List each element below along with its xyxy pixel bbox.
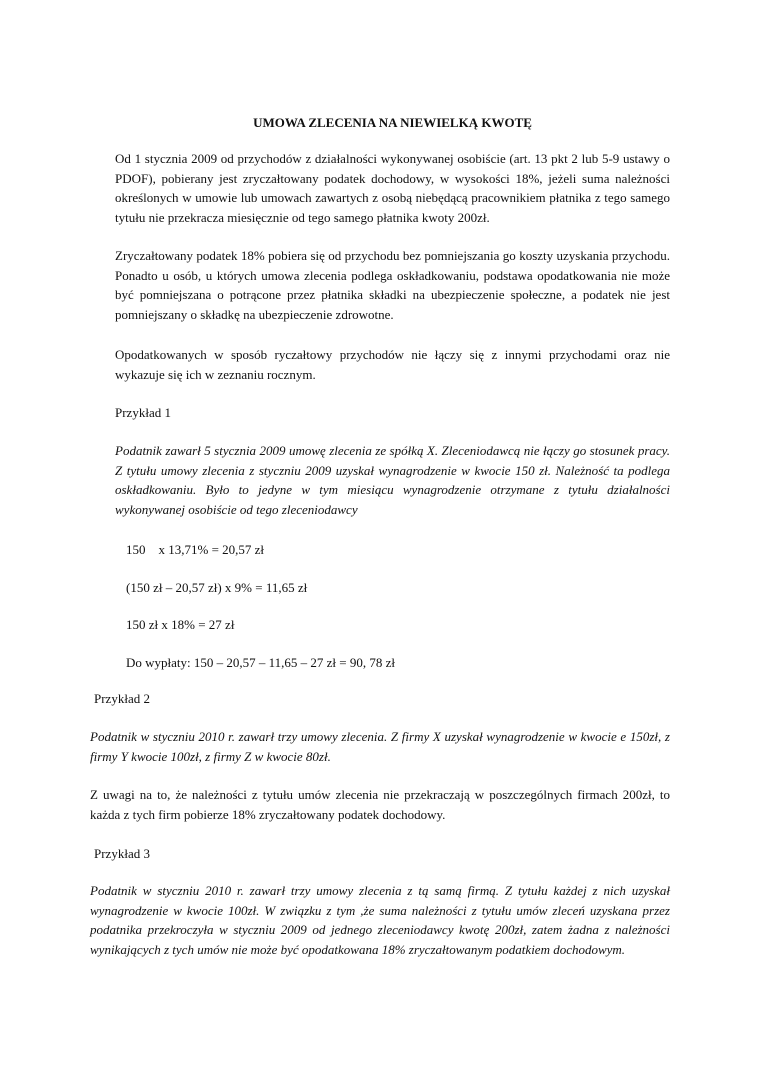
calc-line-2: (150 zł – 20,57 zł) x 9% = 11,65 zł — [126, 580, 308, 595]
example-2-heading: Przykład 2 — [94, 691, 150, 706]
paragraph-1: Od 1 stycznia 2009 od przychodów z działalności wykonywanej osobiście (art. 13 pkt 2 lub 5-9 ustawy o PDOF), pobierany jest zryczałtowany podatek dochodowy, w wysokości 18%, jeżeli suma należności określonych w umowie lub umowach zawartych z osobą niebędącą pracownikiem płatnika z tego samego tytułu nie przekracza miesięcznie od tego samego płatnika kwoty 200zł. — [115, 151, 670, 225]
paragraph-3: Opodatkowanych w sposób ryczałtowy przychodów nie łączy się z innymi przychodami oraz nie wykazuje się ich w zeznaniu rocznym. — [115, 347, 670, 382]
calc-line-3: 150 zł x 18% = 27 zł — [126, 617, 235, 632]
calc-line-4: Do wypłaty: 150 – 20,57 – 11,65 – 27 zł = 90, 78 zł — [126, 655, 395, 670]
example-3-text: Podatnik w styczniu 2010 r. zawarł trzy umowy zlecenia z tą samą firmą. Z tytułu każdej z nich uzyskał wynagrodzenie w kwocie 100zł. W związku z tym ,że suma należności z tytułu umów zleceń uzyskana przez podatnika przekroczyła w styczniu 2009 od jednego zleceniodawcy kwotę 200zł, zatem żadna z należności wynikających z tych umów nie może być opodatkowana 18% zryczałtowanym podatkiem dochodowym. — [90, 883, 670, 957]
example-2-text: Podatnik w styczniu 2010 r. zawarł trzy umowy zlecenia. Z firmy X uzyskał wynagrodzenie w kwocie e 150zł, z firmy Y kwocie 100zł, z firmy Z w kwocie 80zł. — [90, 729, 670, 764]
paragraph-2: Zryczałtowany podatek 18% pobiera się od przychodu bez pomniejszania go koszty uzyskania przychodu. Ponadto u osób, u których umowa zlecenia podlega oskładkowaniu, podstawa opodatkowania nie może być pomniejszana o potrącone przez płatnika składki na ubezpieczenie społeczne, a podatek nie jest pomniejszany o składkę na ubezpieczenie zdrowotne. — [115, 248, 670, 322]
example-2-conclusion: Z uwagi na to, że należności z tytułu umów zlecenia nie przekraczają w poszczególnych firmach 200zł, to każda z tych firm pobierze 18% zryczałtowany podatek dochodowy. — [90, 787, 670, 822]
example-3-heading: Przykład 3 — [94, 846, 150, 861]
example-1-text: Podatnik zawarł 5 stycznia 2009 umowę zlecenia ze spółką X. Zleceniodawcą nie łączy go stosunek pracy. Z tytułu umowy zlecenia z styczniu 2009 uzyskał wynagrodzenie w kwocie 150 zł. Należność ta podlega oskładkowaniu. Było to jedyne w tym miesiącu wynagrodzenie otrzymane z tytułu działalności wykonywanej osobiście od tego zleceniodawcy — [115, 443, 670, 517]
page-title: UMOWA ZLECENIA NA NIEWIELKĄ KWOTĘ — [253, 115, 532, 130]
example-1-heading: Przykład 1 — [115, 405, 171, 420]
calc-line-1: 150 x 13,71% = 20,57 zł — [126, 542, 265, 557]
